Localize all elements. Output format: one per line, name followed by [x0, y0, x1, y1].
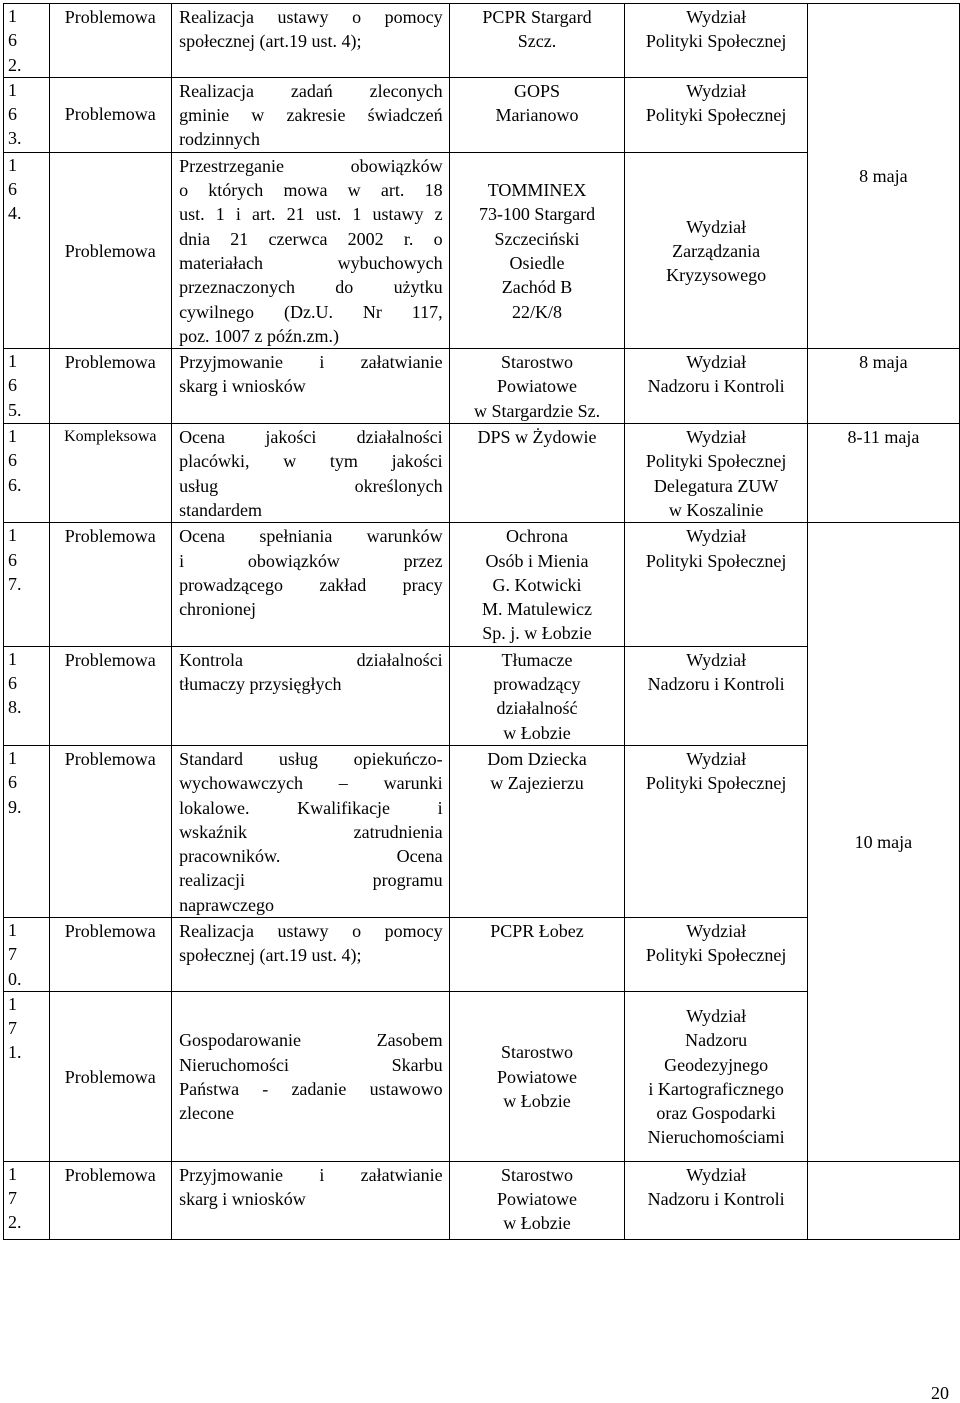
controlled-unit: PCPR Łobez: [449, 917, 625, 991]
controlled-unit: TOMMINEX 73-100 Stargard Szczeciński Osiedle Zachód B 22/K/8: [449, 152, 625, 348]
control-subject: Realizacja ustawy o pomocy społecznej (art.19 ust. 4);: [172, 917, 450, 991]
row-number: 1 7 0.: [4, 917, 50, 991]
table-row: [4, 424, 960, 523]
table-row: [4, 523, 960, 646]
department: Wydział Nadzoru Geodezyjnego i Kartograficznego oraz Gospodarki Nieruchomościami: [625, 991, 807, 1161]
department: Wydział Polityki Społecznej: [625, 523, 807, 646]
row-number: 1 6 2.: [4, 4, 50, 78]
row-number: 1 7 2.: [4, 1161, 50, 1239]
control-date: 8 maja: [807, 4, 959, 349]
control-type: Problemowa: [49, 4, 172, 78]
table-row: [4, 349, 960, 424]
control-subject: Gospodarowanie Zasobem Nieruchomości Skarbu Państwa - zadanie ustawowo zlecone: [172, 991, 450, 1161]
row-number: 1 6 3.: [4, 77, 50, 152]
controlled-unit: Tłumacze prowadzący działalność w Łobzie: [449, 646, 625, 745]
control-subject: Ocena jakości działalności placówki, w tym jakości usług określonych standardem: [172, 424, 450, 523]
control-date: 10 maja: [807, 523, 959, 1162]
row-number: 1 6 6.: [4, 424, 50, 523]
row-number: 1 6 5.: [4, 349, 50, 424]
control-type: Problemowa: [49, 152, 172, 348]
department: Wydział Polityki Społecznej: [625, 4, 807, 78]
row-number: 1 6 7.: [4, 523, 50, 646]
control-type: Problemowa: [49, 646, 172, 745]
control-type: Kompleksowa: [49, 424, 172, 523]
control-type: Problemowa: [49, 523, 172, 646]
controlled-unit: GOPS Marianowo: [449, 77, 625, 152]
control-subject: Ocena spełniania warunków i obowiązków przez prowadzącego zakład pracy chronionej: [172, 523, 450, 646]
department: Wydział Nadzoru i Kontroli: [625, 349, 807, 424]
control-type: Problemowa: [49, 1161, 172, 1239]
control-type: Problemowa: [49, 917, 172, 991]
inspection-schedule-table: [3, 3, 960, 1240]
control-date: 8 maja: [807, 349, 959, 424]
control-subject: Kontrola działalności tłumaczy przysięgłych: [172, 646, 450, 745]
controlled-unit: Ochrona Osób i Mienia G. Kotwicki M. Matulewicz Sp. j. w Łobzie: [449, 523, 625, 646]
department: Wydział Zarządzania Kryzysowego: [625, 152, 807, 348]
department: Wydział Polityki Społecznej: [625, 745, 807, 917]
page-number: 20: [931, 1383, 949, 1403]
table-row: [4, 1161, 960, 1239]
row-number: 1 6 4.: [4, 152, 50, 348]
row-number: 1 6 9.: [4, 745, 50, 917]
control-subject: Standard usług opiekuńczo- wychowawczych – warunki lokalowe. Kwalifikacje i wskaźnik zatrudnienia pracowników. Ocena realizacji programu naprawczego: [172, 745, 450, 917]
department: Wydział Polityki Społecznej: [625, 917, 807, 991]
controlled-unit: Starostwo Powiatowe w Łobzie: [449, 991, 625, 1161]
control-subject: Przyjmowanie i załatwianie skarg i wniosków: [172, 1161, 450, 1239]
row-number: 1 6 8.: [4, 646, 50, 745]
controlled-unit: DPS w Żydowie: [449, 424, 625, 523]
control-type: Problemowa: [49, 349, 172, 424]
control-subject: Realizacja ustawy o pomocy społecznej (art.19 ust. 4);: [172, 4, 450, 78]
control-subject: Przestrzeganie obowiązków o których mowa w art. 18 ust. 1 i art. 21 ust. 1 ustawy z dnia 21 czerwca 2002 r. o materiałach wybuchowych przeznaczonych do użytku cywilnego (Dz.U. Nr 117, poz. 1007 z późn.zm.): [172, 152, 450, 348]
control-type: Problemowa: [49, 991, 172, 1161]
controlled-unit: Starostwo Powiatowe w Łobzie: [449, 1161, 625, 1239]
control-type: Problemowa: [49, 745, 172, 917]
department: Wydział Polityki Społecznej Delegatura ZUW w Koszalinie: [625, 424, 807, 523]
controlled-unit: Starostwo Powiatowe w Stargardzie Sz.: [449, 349, 625, 424]
control-date: 8-11 maja: [807, 424, 959, 523]
department: Wydział Nadzoru i Kontroli: [625, 1161, 807, 1239]
department: Wydział Polityki Społecznej: [625, 77, 807, 152]
control-date: [807, 1161, 959, 1239]
control-subject: Przyjmowanie i załatwianie skarg i wniosków: [172, 349, 450, 424]
row-number: 1 7 1.: [4, 991, 50, 1161]
table-row: [4, 4, 960, 78]
department: Wydział Nadzoru i Kontroli: [625, 646, 807, 745]
controlled-unit: PCPR Stargard Szcz.: [449, 4, 625, 78]
controlled-unit: Dom Dziecka w Zajezierzu: [449, 745, 625, 917]
control-subject: Realizacja zadań zleconych gminie w zakresie świadczeń rodzinnych: [172, 77, 450, 152]
control-type: Problemowa: [49, 77, 172, 152]
